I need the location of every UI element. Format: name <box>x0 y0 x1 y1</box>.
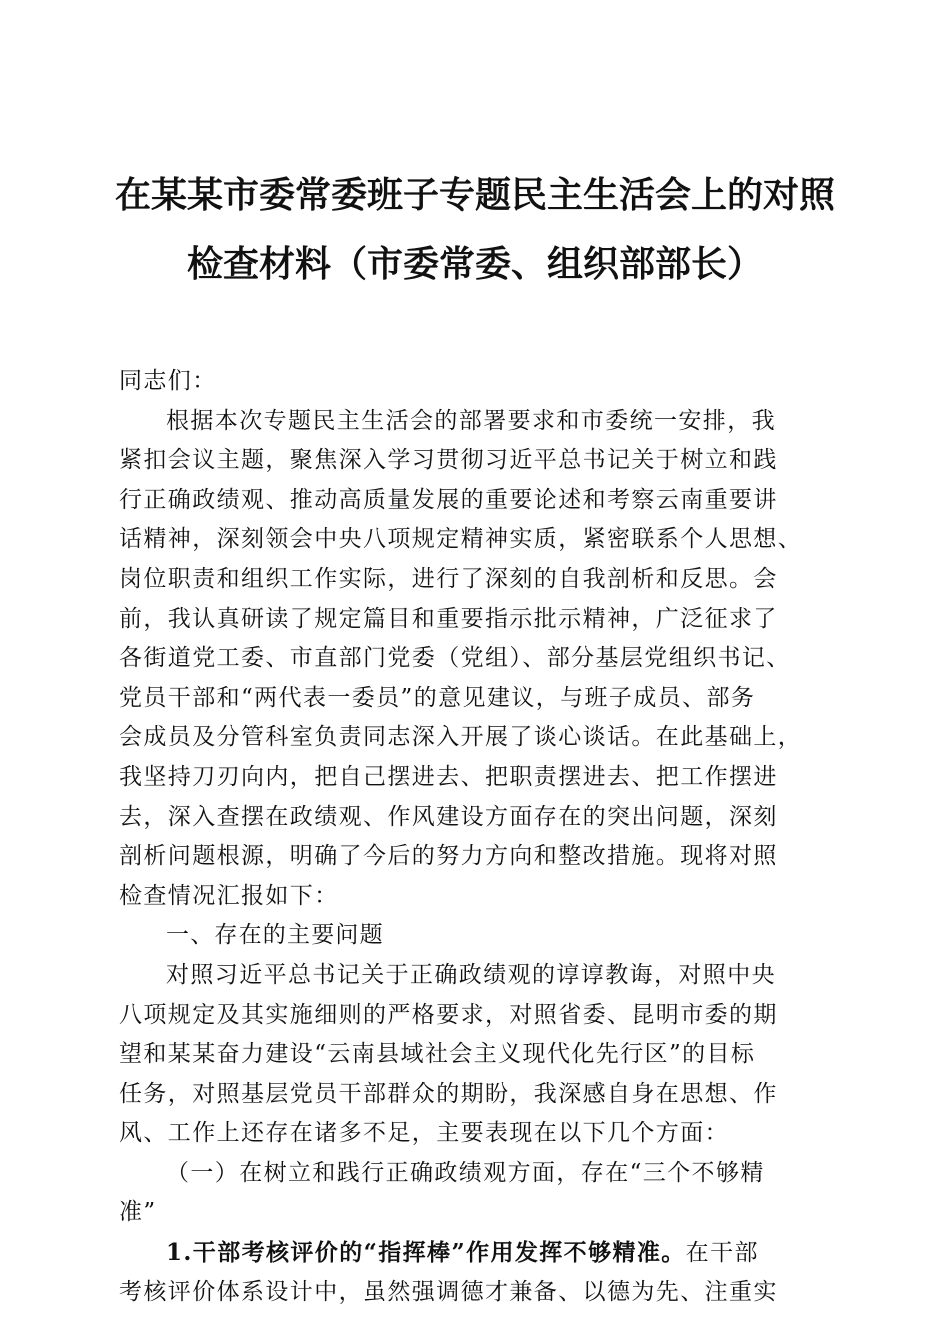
item-bold-lead: 1.干部考核评价的“指挥棒”作用发挥不够精准。 <box>166 1239 686 1267</box>
paragraph-1 <box>119 402 835 917</box>
paragraph-line: 岗位职责和组织工作实际，进行了深刻的自我剖析和反思。会 <box>119 565 778 592</box>
paragraph-line: 紧扣会议主题，聚焦深入学习贯彻习近平总书记关于树立和践 <box>119 447 778 474</box>
paragraph-line: 党员干部和“两代表一委员”的意见建议，与班子成员、部务 <box>119 684 756 711</box>
paragraph-line: 前，我认真研读了规定篇目和重要指示批示精神，广泛征求了 <box>119 605 778 632</box>
paragraph-line: 八项规定及其实施细则的严格要求，对照省委、昆明市委的期 <box>119 1001 778 1028</box>
section-heading: 一、存在的主要问题 <box>166 922 384 949</box>
paragraph-line: 行正确政绩观、推动高质量发展的重要论述和考察云南重要讲 <box>119 486 778 513</box>
item-line <box>119 1233 835 1273</box>
paragraph-line: 风、工作上还存在诸多不足，主要表现在以下几个方面： <box>119 1120 729 1147</box>
subsection-heading <box>119 1154 835 1233</box>
item-line: 考核评价体系设计中，虽然强调德才兼备、以德为先、注重实 <box>119 1278 778 1305</box>
paragraph-line: 望和某某奋力建设“云南县域社会主义现代化先行区”的目标 <box>119 1041 756 1068</box>
paragraph-line: 任务，对照基层党员干部群众的期盼，我深感自身在思想、作 <box>119 1080 778 1107</box>
item-text: 在干部 <box>685 1240 759 1267</box>
paragraph-line: 检查情况汇报如下： <box>119 882 339 909</box>
document-title-line-2: 检查材料（市委常委、组织部部长） <box>186 244 763 285</box>
paragraph-line: 我坚持刀刃向内，把自己摆进去、把职责摆进去、把工作摆进 <box>119 763 778 790</box>
salutation: 同志们： <box>119 368 217 394</box>
document-body <box>119 362 835 1312</box>
document-title-line-1: 在某某市委常委班子专题民主生活会上的对照 <box>114 175 835 216</box>
paragraph-line: 话精神，深刻领会中央八项规定精神实质，紧密联系个人思想、 <box>119 526 803 553</box>
paragraph-line: 对照习近平总书记关于正确政绩观的谆谆教诲，对照中央 <box>166 961 776 988</box>
paragraph-line: 剖析问题根源，明确了今后的努力方向和整改措施。现将对照 <box>119 843 778 870</box>
subsection-heading-line: （一）在树立和践行正确政绩观方面，存在“三个不够精 <box>166 1159 765 1186</box>
paragraph-line: 各街道党工委、市直部门党委（党组）、部分基层党组织书记、 <box>119 645 791 672</box>
item-1 <box>119 1233 835 1312</box>
paragraph-line: 根据本次专题民主生活会的部署要求和市委统一安排，我 <box>166 407 776 434</box>
subsection-heading-line: 准” <box>119 1199 157 1226</box>
paragraph-line: 会成员及分管科室负责同志深入开展了谈心谈话。在此基础上， <box>119 724 803 751</box>
paragraph-2 <box>119 956 835 1154</box>
paragraph-line: 去，深入查摆在政绩观、作风建设方面存在的突出问题，深刻 <box>119 803 778 830</box>
